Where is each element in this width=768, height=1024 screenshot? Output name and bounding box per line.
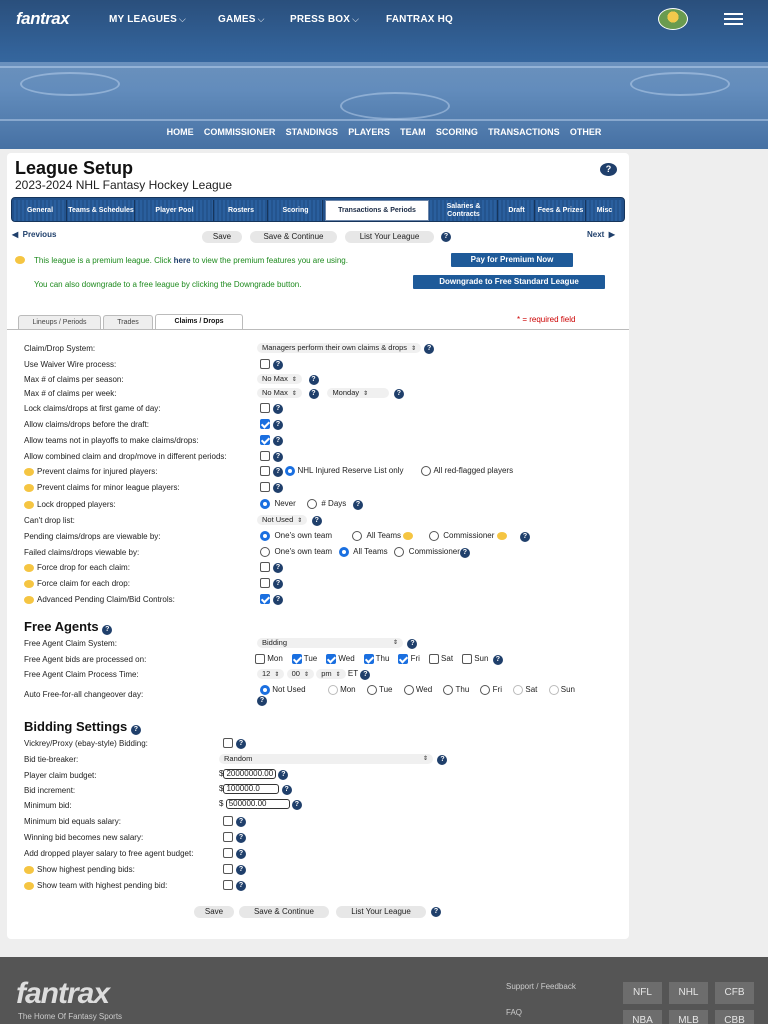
show-highest-row: Show highest pending bids: xyxy=(24,865,135,874)
fa-system-select[interactable]: Bidding ⇕ xyxy=(257,638,403,648)
sport-nfl-link[interactable]: NFL xyxy=(623,982,662,1004)
fa-system-label: Free Agent Claim System: xyxy=(24,639,117,648)
increment-label: Bid increment: xyxy=(24,786,76,795)
subnav-transactions[interactable]: TRANSACTIONS xyxy=(488,127,560,137)
league-subnav xyxy=(0,127,768,137)
fa-day-sun-checkbox[interactable] xyxy=(462,654,472,664)
auto-ffa-tue-radio[interactable] xyxy=(367,685,377,695)
premium-face-icon xyxy=(24,866,34,874)
help-icon[interactable]: ? xyxy=(312,516,322,526)
force-claim-checkbox[interactable] xyxy=(260,578,270,588)
save-continue-button-bottom[interactable]: Save & Continue xyxy=(239,906,329,918)
subnav-standings[interactable]: STANDINGS xyxy=(285,127,338,137)
fa-day-fri-checkbox[interactable] xyxy=(398,654,408,664)
show-team-highest-row: Show team with highest pending bid: xyxy=(24,881,167,890)
subtab-lineups-periods[interactable]: Lineups / Periods xyxy=(18,315,101,329)
lock-dropped-never-radio[interactable] xyxy=(260,499,270,509)
subnav-players[interactable]: PLAYERS xyxy=(348,127,390,137)
subtab-divider xyxy=(7,329,629,330)
chevron-down-icon: ⌵ xyxy=(352,14,360,24)
auto-ffa-sat-radio[interactable] xyxy=(513,685,523,695)
premium-face-icon xyxy=(403,532,413,540)
tab-general[interactable]: General xyxy=(14,200,67,221)
help-icon[interactable]: ? xyxy=(236,817,246,827)
chevron-down-icon: ⌵ xyxy=(257,14,265,24)
claim-drop-system-select[interactable]: Managers perform their own claims & drops ⇕ xyxy=(257,343,421,353)
save-button-bottom[interactable]: Save xyxy=(194,906,234,918)
premium-here-link[interactable]: here xyxy=(173,256,191,265)
tab-scoring[interactable]: Scoring xyxy=(269,200,323,221)
increment-input[interactable]: 100000.0 xyxy=(223,784,279,794)
help-icon[interactable]: ? xyxy=(493,655,503,665)
advanced-pending-row: Advanced Pending Claim/Bid Controls: xyxy=(24,595,175,604)
footer-tagline: The Home Of Fantasy Sports xyxy=(18,1012,123,1021)
hero-rink-line xyxy=(0,66,768,68)
help-icon[interactable]: ? xyxy=(424,344,434,354)
required-note: * = required field xyxy=(517,315,576,324)
help-icon[interactable]: ? xyxy=(273,420,283,430)
sport-cfb-link[interactable]: CFB xyxy=(715,982,754,1004)
auto-ffa-thu-radio[interactable] xyxy=(443,685,453,695)
lock-first-game-checkbox[interactable] xyxy=(260,403,270,413)
fantrax-logo[interactable]: fantrax xyxy=(16,9,70,28)
list-league-button-bottom[interactable]: List Your League xyxy=(336,906,426,918)
help-icon[interactable]: ? xyxy=(460,548,470,558)
help-icon[interactable]: ? xyxy=(236,865,246,875)
auto-ffa-wed-radio[interactable] xyxy=(404,685,414,695)
premium-face-icon xyxy=(497,532,507,540)
help-icon[interactable]: ? xyxy=(441,232,451,242)
injured-ir-label: NHL Injured Reserve List only xyxy=(297,466,404,476)
budget-label: Player claim budget: xyxy=(24,771,97,780)
add-dropped-salary-checkbox[interactable] xyxy=(223,848,233,858)
auto-ffa-not-used-radio[interactable] xyxy=(260,685,270,695)
help-icon[interactable]: ? xyxy=(236,739,246,749)
footer-logo[interactable]: fantrax xyxy=(16,977,110,1010)
downgrade-button[interactable]: Downgrade to Free Standard League xyxy=(413,275,605,289)
footer xyxy=(0,957,768,1024)
premium-face-icon xyxy=(24,501,34,509)
max-week-label: Max # of claims per week: xyxy=(24,389,117,398)
allow-before-draft-checkbox[interactable] xyxy=(260,419,270,429)
failed-viewable-label: Failed claims/drops viewable by: xyxy=(24,548,140,557)
max-week-select[interactable]: No Max ⇕ xyxy=(257,388,302,398)
help-icon[interactable]: ? xyxy=(273,404,283,414)
nav-games[interactable]: GAMES ⌵ xyxy=(218,14,265,25)
help-icon[interactable]: ? xyxy=(131,725,141,735)
max-season-label: Max # of claims per season: xyxy=(24,375,124,384)
pending-commissioner-radio[interactable] xyxy=(429,531,439,541)
pending-viewable-label: Pending claims/drops are viewable by: xyxy=(24,532,161,541)
fa-day-mon-checkbox[interactable] xyxy=(255,654,265,664)
nav-press-box[interactable]: PRESS BOX ⌵ xyxy=(290,14,360,25)
tab-draft[interactable]: Draft xyxy=(499,200,535,221)
faq-link[interactable]: FAQ xyxy=(506,1008,523,1017)
allow-not-playoffs-label: Allow teams not in playoffs to make claims/drops: xyxy=(24,436,199,445)
tie-breaker-select[interactable]: Random ⇕ xyxy=(219,754,433,764)
help-icon[interactable]: ? xyxy=(309,389,319,399)
winning-new-salary-checkbox[interactable] xyxy=(223,832,233,842)
top-nav xyxy=(0,0,768,40)
help-icon[interactable]: ? xyxy=(292,800,302,810)
help-icon[interactable]: ? xyxy=(394,389,404,399)
tab-rosters[interactable]: Rosters xyxy=(215,200,268,221)
premium-face-icon xyxy=(24,468,34,476)
force-claim-row: Force claim for each drop: xyxy=(24,579,130,588)
save-continue-button[interactable]: Save & Continue xyxy=(250,231,337,243)
help-icon[interactable]: ? xyxy=(273,483,283,493)
avatar[interactable] xyxy=(658,8,688,30)
fa-hour-select[interactable]: 12 ⇕ xyxy=(257,669,284,679)
injured-red-flag-radio[interactable] xyxy=(421,466,431,476)
premium-face-icon xyxy=(24,484,34,492)
show-highest-checkbox[interactable] xyxy=(223,864,233,874)
subtab-claims-drops[interactable]: Claims / Drops xyxy=(155,314,243,330)
fa-minute-select[interactable]: 00 ⇕ xyxy=(287,669,314,679)
fa-day-wed-checkbox[interactable] xyxy=(326,654,336,664)
minimum-bid-label: Minimum bid: xyxy=(24,801,72,810)
help-icon[interactable]: ? xyxy=(520,532,530,542)
subnav-team[interactable]: TEAM xyxy=(400,127,426,137)
allow-not-playoffs-checkbox[interactable] xyxy=(260,435,270,445)
help-icon[interactable]: ? xyxy=(431,907,441,917)
add-dropped-salary-label: Add dropped player salary to free agent budget: xyxy=(24,849,194,858)
max-season-select[interactable]: No Max ⇕ xyxy=(257,374,302,384)
tab-teams-schedules[interactable]: Teams & Schedules xyxy=(68,200,135,221)
lock-dropped-days-radio[interactable] xyxy=(307,499,317,509)
sport-nba-link[interactable]: NBA xyxy=(623,1010,662,1024)
max-week-day-select[interactable]: Monday ⇕ xyxy=(327,388,389,398)
lock-first-game-label: Lock claims/drops at first game of day: xyxy=(24,404,161,413)
hamburger-menu-icon[interactable] xyxy=(724,13,743,27)
next-link[interactable]: Next ▶ xyxy=(587,230,615,239)
help-icon[interactable]: ? xyxy=(273,436,283,446)
minimum-bid-input[interactable]: 500000.00 xyxy=(226,799,290,809)
use-waiver-label: Use Waiver Wire process: xyxy=(24,360,117,369)
cant-drop-select[interactable]: Not Used ⇕ xyxy=(257,515,307,525)
page-title: League Setup xyxy=(15,158,134,178)
help-icon[interactable]: ? xyxy=(273,579,283,589)
help-icon[interactable]: ? xyxy=(353,500,363,510)
allow-combined-checkbox[interactable] xyxy=(260,451,270,461)
sport-nhl-link[interactable]: NHL xyxy=(669,982,708,1004)
help-icon[interactable]: ? xyxy=(282,785,292,795)
hero-faceoff-circle xyxy=(20,72,120,96)
allow-combined-label: Allow combined claim and drop/move in different periods: xyxy=(24,452,227,461)
list-league-button[interactable]: List Your League xyxy=(345,231,434,243)
force-drop-row: Force drop for each claim: xyxy=(24,563,130,572)
pending-all-radio[interactable] xyxy=(352,531,362,541)
help-icon[interactable]: ? xyxy=(236,833,246,843)
hero-faceoff-circle xyxy=(340,92,450,120)
help-icon[interactable]: ? xyxy=(278,770,288,780)
failed-all-radio[interactable] xyxy=(339,547,349,557)
pending-own-radio[interactable] xyxy=(260,531,270,541)
bidding-heading: Bidding Settings ? xyxy=(24,719,141,735)
help-icon[interactable]: ? xyxy=(360,670,370,680)
tab-player-pool[interactable]: Player Pool xyxy=(136,200,214,221)
fa-timezone-label: ET xyxy=(347,669,359,679)
fa-process-time-label: Free Agent Claim Process Time: xyxy=(24,670,139,679)
use-waiver-checkbox[interactable] xyxy=(260,359,270,369)
chevron-down-icon: ⌵ xyxy=(178,14,186,24)
tab-fees-prizes[interactable]: Fees & Prizes xyxy=(536,200,586,221)
vickrey-checkbox[interactable] xyxy=(223,738,233,748)
auto-ffa-fri-radio[interactable] xyxy=(480,685,490,695)
help-icon[interactable]: ? xyxy=(273,563,283,573)
help-icon[interactable]: ? xyxy=(309,375,319,385)
help-icon[interactable]: ? xyxy=(600,163,617,176)
fa-day-tue-checkbox[interactable] xyxy=(292,654,302,664)
prevent-minor-row: Prevent claims for minor league players: xyxy=(24,483,180,492)
league-setup-panel: League Setup 2023-2024 NHL Fantasy Hockey League ? General Teams & Schedules Player Pool Rosters Scoring Transactions & Periods Salaries & Contracts Draft Fees & Prizes Misc ◀ Previous Save Save & Continue List Your League ? Next ▶ This league is a premium league. Click here to view the premium features you are using. Pay for Premium Now You can also downgrade to a free league by clicking the Downgrade button. Downgrade to Free Standard League Lineups / Periods Trades Claims / Drops * = required field Claim/Drop System: Managers perform their own claims & drops ⇕ ? Use Waiver Wire process: ? Max # of claims per season: No Max ⇕ ? Max # of claims per week: No Max ⇕ ? Monday ⇕ ? Lock claims/drops at first game of day: ? Allow claims/drops before the draft: ? Allow teams not in playoffs to make claims/drops: ? Allow combined claim and drop/move in different periods: ? Prevent claims for injured players: ? NHL Injured Reserve List only All red-flagged players Prevent claims for minor league players: ? Lock dropped players: Never # Days ? Can't drop list: Not Used ⇕ ? Pending claims/drops are viewable by: One's own team All Teams Commissioner ? Failed claims/drops viewable by: One's own team All Teams Commissioner ? Force drop for each claim: ? Force claim for each drop: ? Advanced Pending Claim/Bid Controls: ? Free Agents ? Free Agent Claim System: Bidding ⇕ ? Free Agent bids are processed on: Mon Tue Wed Thu Fri Sat Sun ? Free Agent Claim Process Time: 12 ⇕ 00 ⇕ pm ⇕ ET ? Auto Free-for-all changeover day: Not Used Mon Tue Wed Thu Fri Sat Sun ? Bidding Settings ? Vickrey/Proxy (ebay-style) Bidding: ? Bid tie-breaker: Random ⇕ ? Player claim budget: $ 20000000.00 ? Bid increment: $ 100000.0 ? Minimum bid: $ 500000.00 ? Minimum bid equals salary: ? Winning bid becomes new salary: ? Add dropped player salary to free agent budget: ? Show highest pending bids: ? Show team with highest pending bid: ? Save Save & Continue List Your League ? xyxy=(7,153,629,939)
help-icon[interactable]: ? xyxy=(257,696,267,706)
nav-fantrax-hq[interactable]: FANTRAX HQ xyxy=(386,14,453,25)
auto-ffa-mon-radio[interactable] xyxy=(328,685,338,695)
budget-input[interactable]: 20000000.00 xyxy=(223,769,276,779)
hero-faceoff-circle xyxy=(630,72,730,96)
lock-dropped-row: Lock dropped players: xyxy=(24,500,116,509)
fa-ampm-select[interactable]: pm ⇕ xyxy=(316,669,345,679)
min-equals-salary-checkbox[interactable] xyxy=(223,816,233,826)
force-drop-checkbox[interactable] xyxy=(260,562,270,572)
help-icon[interactable]: ? xyxy=(273,595,283,605)
sport-mlb-link[interactable]: MLB xyxy=(669,1010,708,1024)
help-icon[interactable]: ? xyxy=(273,467,283,477)
claim-drop-system-label: Claim/Drop System: xyxy=(24,344,96,353)
auto-ffa-sun-radio[interactable] xyxy=(549,685,559,695)
page-subtitle: 2023-2024 NHL Fantasy Hockey League xyxy=(15,178,233,192)
fa-processed-label: Free Agent bids are processed on: xyxy=(24,655,147,664)
subtab-trades[interactable]: Trades xyxy=(103,315,153,329)
allow-before-draft-label: Allow claims/drops before the draft: xyxy=(24,420,149,429)
auto-ffa-options: Not Used Mon Tue Wed Thu Fri Sat Sun xyxy=(260,685,575,695)
fa-day-thu-checkbox[interactable] xyxy=(364,654,374,664)
tab-salaries-contracts[interactable]: Salaries & Contracts xyxy=(430,200,498,221)
save-button[interactable]: Save xyxy=(202,231,242,243)
fa-processed-days: Mon Tue Wed Thu Fri Sat Sun ? xyxy=(255,654,503,665)
support-link[interactable]: Support / Feedback xyxy=(506,982,576,991)
subnav-other[interactable]: OTHER xyxy=(569,127,602,137)
tab-misc[interactable]: Misc xyxy=(587,200,622,221)
winning-new-salary-label: Winning bid becomes new salary: xyxy=(24,833,144,842)
help-icon[interactable]: ? xyxy=(273,452,283,462)
premium-face-icon xyxy=(15,256,25,264)
injured-red-flag-label: All red-flagged players xyxy=(433,466,514,476)
help-icon[interactable]: ? xyxy=(236,849,246,859)
header-hero xyxy=(0,0,768,149)
cant-drop-label: Can't drop list: xyxy=(24,516,75,525)
advanced-pending-checkbox[interactable] xyxy=(260,594,270,604)
min-equals-salary-label: Minimum bid equals salary: xyxy=(24,817,121,826)
premium-face-icon xyxy=(24,596,34,604)
free-agents-heading: Free Agents ? xyxy=(24,619,112,635)
failed-commissioner-radio[interactable] xyxy=(394,547,404,557)
fa-day-sat-checkbox[interactable] xyxy=(429,654,439,664)
tie-breaker-label: Bid tie-breaker: xyxy=(24,755,79,764)
show-team-highest-checkbox[interactable] xyxy=(223,880,233,890)
subnav-commissioner[interactable]: COMMISSIONER xyxy=(203,127,276,137)
sport-cbb-link[interactable]: CBB xyxy=(715,1010,754,1024)
premium-face-icon xyxy=(24,580,34,588)
premium-face-icon xyxy=(24,882,34,890)
setup-tab-bar xyxy=(11,197,625,222)
premium-notice: This league is a premium league. Click here to view the premium features you are using. xyxy=(34,256,348,265)
injured-ir-radio[interactable] xyxy=(285,466,295,476)
help-icon[interactable]: ? xyxy=(102,625,112,635)
subnav-scoring[interactable]: SCORING xyxy=(435,127,478,137)
pay-premium-button[interactable]: Pay for Premium Now xyxy=(451,253,573,267)
help-icon[interactable]: ? xyxy=(236,881,246,891)
help-icon[interactable]: ? xyxy=(437,755,447,765)
help-icon[interactable]: ? xyxy=(407,639,417,649)
prevent-injured-checkbox[interactable] xyxy=(260,466,270,476)
previous-link[interactable]: ◀ Previous xyxy=(12,230,57,239)
nav-my-leagues[interactable]: MY LEAGUES ⌵ xyxy=(109,14,186,25)
subnav-home[interactable]: HOME xyxy=(166,127,194,137)
prevent-minor-checkbox[interactable] xyxy=(260,482,270,492)
tab-transactions-periods[interactable]: Transactions & Periods xyxy=(325,200,429,221)
help-icon[interactable]: ? xyxy=(273,360,283,370)
failed-own-radio[interactable] xyxy=(260,547,270,557)
prevent-injured-row: Prevent claims for injured players: xyxy=(24,467,158,476)
vickrey-label: Vickrey/Proxy (ebay-style) Bidding: xyxy=(24,739,148,748)
auto-ffa-label: Auto Free-for-all changeover day: xyxy=(24,690,144,699)
downgrade-notice: You can also downgrade to a free league by clicking the Downgrade button. xyxy=(34,280,302,289)
premium-face-icon xyxy=(24,564,34,572)
